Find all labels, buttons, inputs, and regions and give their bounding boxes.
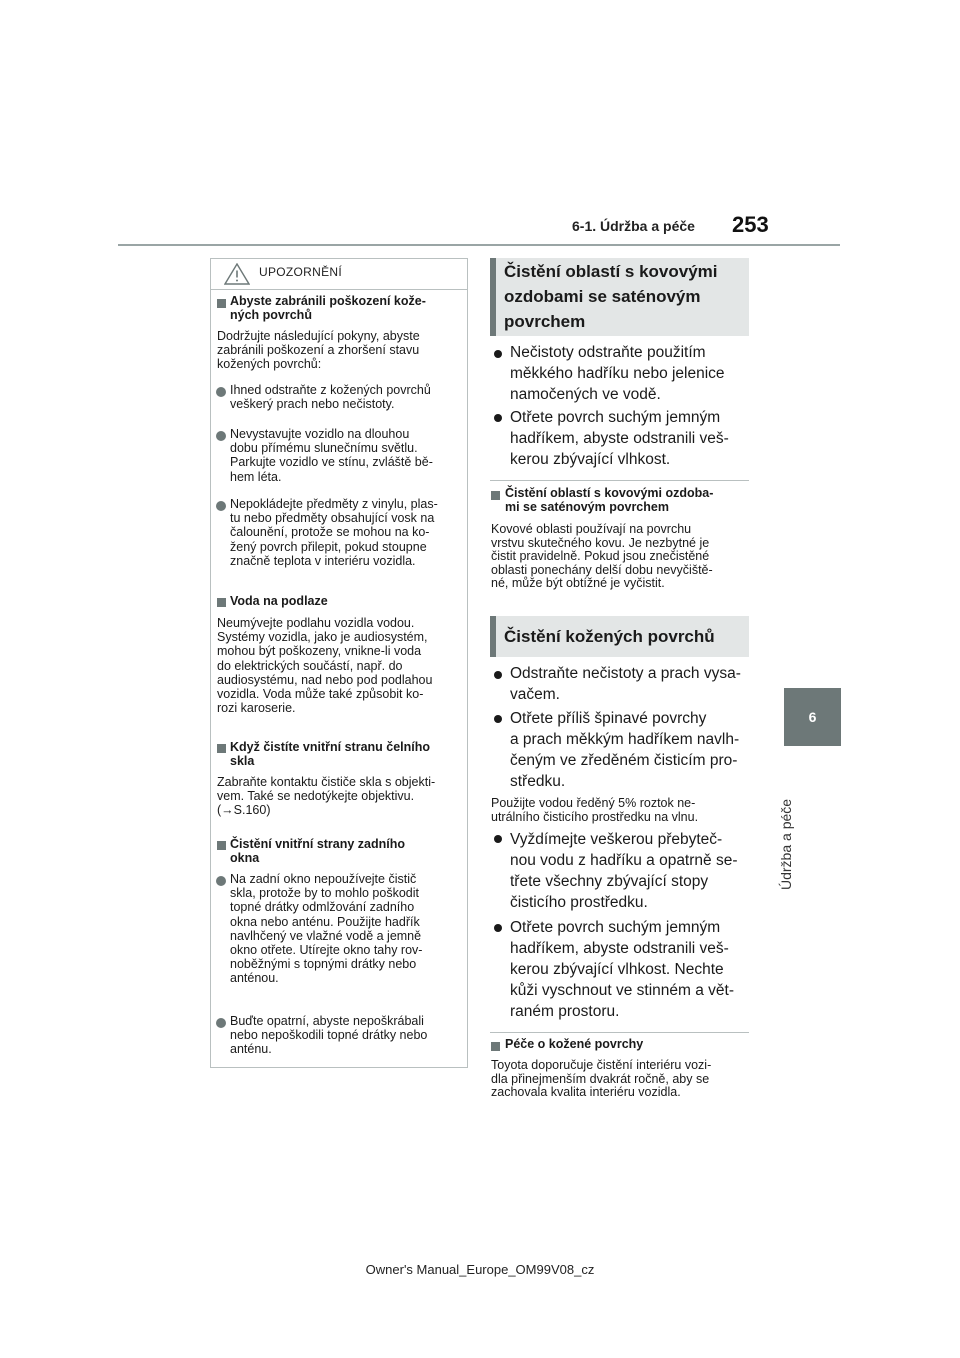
bullet-dot-icon: [494, 671, 502, 679]
divider: [490, 480, 749, 481]
caution-text: Dodržujte následující pokyny, abyste zabránili poškození a zhoršení stavu kožených povrchů:: [217, 329, 420, 372]
section-header: 6-1. Údržba a péče: [572, 218, 695, 234]
caution-box: [210, 258, 468, 1068]
note-heading: Čistění oblastí s kovovými ozdoba- mi se saténovým povrchem: [505, 486, 714, 514]
caution-title: UPOZORNĚNÍ: [259, 265, 343, 279]
caution-header: [211, 259, 467, 290]
caution-text: Neumývejte podlahu vozidla vodou. Systémy vozidla, jako je audiosystém, mohou být poškozeny, vnikne-li voda do elektrických součástí, např. do audiosystému, nad nebo pod podlahou vozidla. Voda může také způsobit ko- rozi karoserie.: [217, 616, 433, 716]
bullet-text: Otřete povrch suchým jemným hadříkem, abyste odstranili veš- kerou zbývající vlhkost. Nechte kůži vyschnout ve stinném a vět- raném prostoru.: [510, 919, 734, 1020]
round-bullet-icon: [216, 387, 226, 397]
round-bullet-icon: [216, 501, 226, 511]
chapter-label-container: [772, 770, 852, 890]
square-bullet-icon: [491, 491, 500, 500]
bullet-dot-icon: [494, 414, 502, 422]
section-title: Čistění oblastí s kovovými ozdobami se saténovým povrchem: [504, 262, 718, 331]
note-heading: Péče o kožené povrchy: [505, 1037, 644, 1051]
bullet-text: Odstraňte nečistoty a prach vysa- vačem.: [510, 665, 741, 703]
square-bullet-icon: [217, 841, 226, 850]
caution-heading: Voda na podlaze: [230, 594, 328, 608]
note-text: Použijte vodou ředěný 5% roztok ne- utrálního čisticího prostředku na vlnu.: [491, 796, 699, 824]
bullet-text: Nečistoty odstraňte použitím měkkého hadříku nebo jelenice namočených ve vodě.: [510, 344, 725, 403]
square-bullet-icon: [217, 744, 226, 753]
caution-bullet: Buďte opatrní, abyste nepoškrábali nebo nepoškodili topné drátky nebo anténu.: [230, 1014, 428, 1057]
note-text: Kovové oblasti používají na povrchu vrstvu skutečného kovu. Je nezbytné je čistit pravidelně. Pokud jsou znečistěné oblasti ponechány delší dobu nevyčiště- né, může být obtížné je vyčistit.: [491, 522, 713, 591]
square-bullet-icon: [217, 299, 226, 308]
caution-bullet: Nepokládejte předměty z vinylu, plas- tu nebo předměty obsahující vosk na čalounění, protože se mohou na ko- žený povrch přilepit, pokud stoupne značně teplota v interiéru vozidla.: [230, 497, 438, 568]
square-bullet-icon: [491, 1042, 500, 1051]
page-number: 253: [732, 212, 769, 237]
chapter-label: Údržba a péče: [778, 798, 794, 890]
section-heading-bar: [490, 258, 749, 336]
round-bullet-icon: [216, 431, 226, 441]
caution-heading: Když čistíte vnitřní stranu čelního skla: [230, 740, 431, 769]
caution-heading: Čistění vnitřní strany zadního okna: [230, 837, 406, 866]
caution-bullet: Ihned odstraňte z kožených povrchů veškerý prach nebo nečistoty.: [230, 383, 431, 412]
caution-bullet: Nevystavujte vozidlo na dlouhou dobu přímému slunečnímu světlu. Parkujte vozidlo ve stínu, zvláště bě- hem léta.: [230, 427, 433, 484]
square-bullet-icon: [217, 598, 226, 607]
caution-text: Zabraňte kontaktu čističe skla s objekti- vem. Také se nedotýkejte objektivu. (→S.160): [217, 775, 436, 818]
round-bullet-icon: [216, 876, 226, 886]
header-rule: [118, 244, 840, 246]
bullet-dot-icon: [494, 924, 502, 932]
chapter-tab[interactable]: 6: [784, 688, 841, 746]
divider: [490, 1032, 749, 1033]
caution-bullet: Na zadní okno nepoužívejte čistič skla, protože by to mohlo poškodit topné drátky odmlžování zadního okna nebo anténu. Použijte hadřík navlhčený ve vlažné vodě a jemně okno otřete. Utírejte okno tahy rov- noběžnými s topnými drátky nebo anténou.: [230, 872, 423, 986]
bullet-dot-icon: [494, 715, 502, 723]
section-title: Čistění kožených povrchů: [504, 627, 715, 646]
bullet-text: Otřete povrch suchým jemným hadříkem, abyste odstranili veš- kerou zbývající vlhkost.: [510, 409, 729, 468]
section-heading-bar: [490, 616, 749, 657]
note-text: Toyota doporučuje čistění interiéru vozi- dla přinejmenším dvakrát ročně, aby se zachovala kvalita interiéru vozidla.: [491, 1058, 712, 1100]
bullet-dot-icon: [494, 350, 502, 358]
bullet-text: Vyždímejte veškerou přebyteč- nou vodu z hadříku a opatrně se- třete všechny zbývající stopy čisticího prostředku.: [510, 831, 738, 911]
caution-heading: Abyste zabránili poškození kože- ných povrchů: [230, 294, 426, 323]
bullet-dot-icon: [494, 835, 502, 843]
round-bullet-icon: [216, 1018, 226, 1028]
footer-text: Owner's Manual_Europe_OM99V08_cz: [365, 1262, 595, 1277]
bullet-text: Otřete příliš špinavé povrchy a prach měkkým hadříkem navlh- čeným ve zředěném čisticím pro- středku.: [510, 710, 740, 790]
warning-triangle-icon: [224, 263, 250, 285]
